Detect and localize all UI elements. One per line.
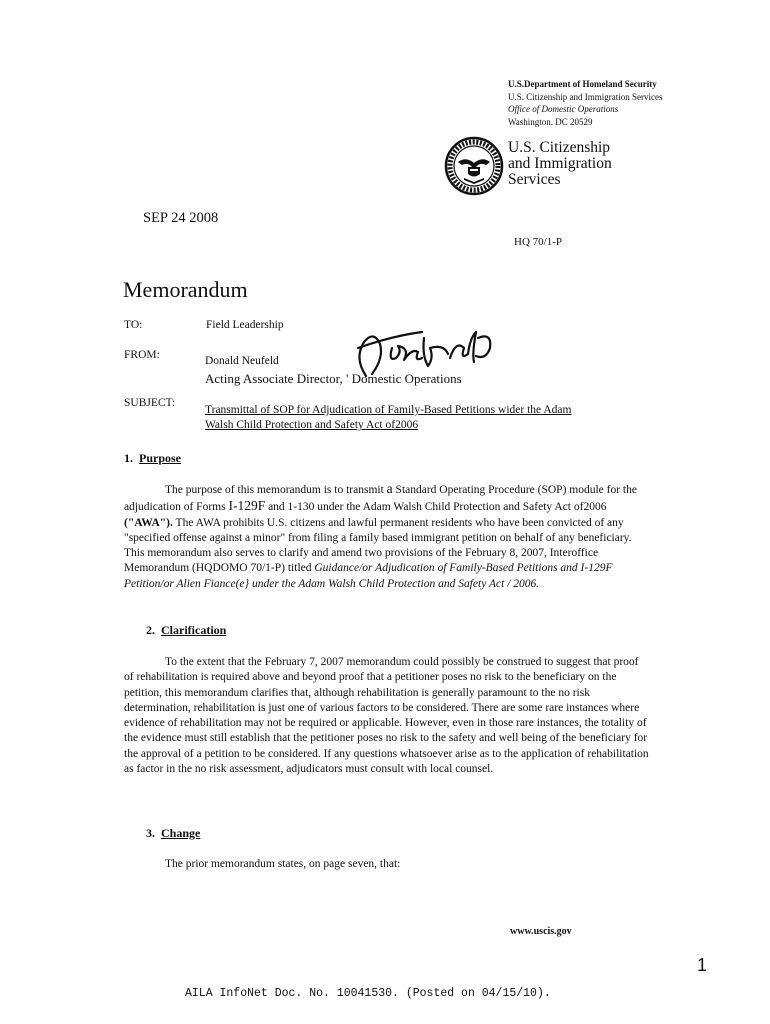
website-url: www.uscis.gov: [510, 926, 572, 937]
section-title: Purpose: [139, 451, 181, 465]
section-title: Change: [161, 826, 201, 840]
section-number: 1.: [124, 451, 133, 465]
purpose-text: The AWA prohibits U.S. citizens and lawful permanent residents who have been convicted of any "specified offense against a minor" from filing a family based immigrant petition on behalf of any beneficiary. This memorandum also serves to clarify and amend two provisions of the February 8, 2007, Interoffice Memorandum (HQDOMO 70/1-P) titled: [124, 516, 632, 575]
purpose-text: Standard Operating Procedure (SOP) module for the adjudication of Forms: [124, 484, 637, 514]
document-footer: AILA InfoNet Doc. No. 10041530. (Posted on 04/15/10).: [185, 987, 551, 1000]
section-number: 2.: [146, 623, 155, 637]
to-label: TO:: [124, 319, 143, 331]
agency-office: Office of Domestic Operations: [508, 104, 619, 114]
memo-title: Memorandum: [123, 277, 248, 302]
purpose-paragraph: [124, 481, 644, 592]
section-change-heading: [146, 826, 200, 841]
to-value: Field Leadership: [206, 319, 284, 331]
dhs-seal-icon: [444, 136, 504, 196]
memo-reference: HQ 70/1-P: [514, 236, 562, 248]
signature-image: [352, 318, 494, 384]
subject-line: Transmittal of SOP for Adjudication of Family-Based Petitions wider the Adam: [205, 404, 572, 416]
from-label: FROM:: [124, 349, 160, 361]
page-number: 1: [697, 955, 708, 975]
uscis-wordmark: [508, 140, 612, 188]
section-purpose-heading: [124, 451, 181, 466]
subject-label: SUBJECT:: [124, 397, 176, 409]
section-clarification-heading: [146, 623, 226, 638]
purpose-text: The purpose of this memorandum is to transmit: [165, 484, 387, 496]
uscis-wordmark-line: and Immigration: [508, 155, 612, 172]
subject-text: [205, 403, 635, 433]
agency-city: Washington. DC 20529: [508, 116, 593, 127]
agency-header: [508, 78, 662, 128]
memo-title-reference: Guidance/or Adjudication of Family-Based Petitions and I-129F Petition/or Alien Fiance(e} under the Adam Walsh Child Protection and Safety Act / 2006.: [124, 562, 613, 590]
awa-acronym: ("AWA").: [124, 516, 173, 529]
change-paragraph: The prior memorandum states, on page seven, that:: [165, 858, 401, 870]
memo-date: SEP 24 2008: [143, 210, 219, 226]
purpose-text: a: [386, 481, 393, 496]
form-number: I-129F: [228, 498, 266, 514]
from-name: Donald Neufeld: [205, 355, 279, 367]
clarification-paragraph: [124, 655, 650, 777]
uscis-wordmark-line: Services: [508, 171, 561, 188]
section-number: 3.: [146, 826, 155, 840]
section-title: Clarification: [161, 623, 227, 637]
uscis-wordmark-line: U.S. Citizenship: [508, 139, 611, 156]
from-role: Acting Associate Director, ' Domestic Operations: [205, 371, 462, 386]
agency-department: U.S.Department of Homeland Security: [508, 79, 657, 89]
purpose-text: and 1-130 under the Adam Walsh Child Protection and Safety Act of2006: [265, 501, 607, 514]
subject-line: Walsh Child Protection and Safety Act of2006: [205, 419, 419, 431]
clarification-text: To the extent that the February 7, 2007 memorandum could possibly be construed to suggest that proof of rehabilitation is required above and beyond proof that a petitioner poses no risk to the beneficiary on the petition, this memorandum clarifies that, although rehabilitation is generally paramount to the no risk determination, rehabilitation is just one of various factors to be considered. There are some rare instances where evidence of rehabilitation may not be required or applicable. However, even in those rare instances, the totality of the evidence must still establish that the petitioner poses no risk to the safety and well being of the beneficiary for the approval of a petition to be considered. If any questions whatsoever arise as to the application of rehabilitation as factor in the no risk assessment, adjudicators must consult with local counsel.: [124, 656, 649, 776]
agency-bureau: U.S. Citizenship and Immigration Services: [508, 91, 663, 102]
